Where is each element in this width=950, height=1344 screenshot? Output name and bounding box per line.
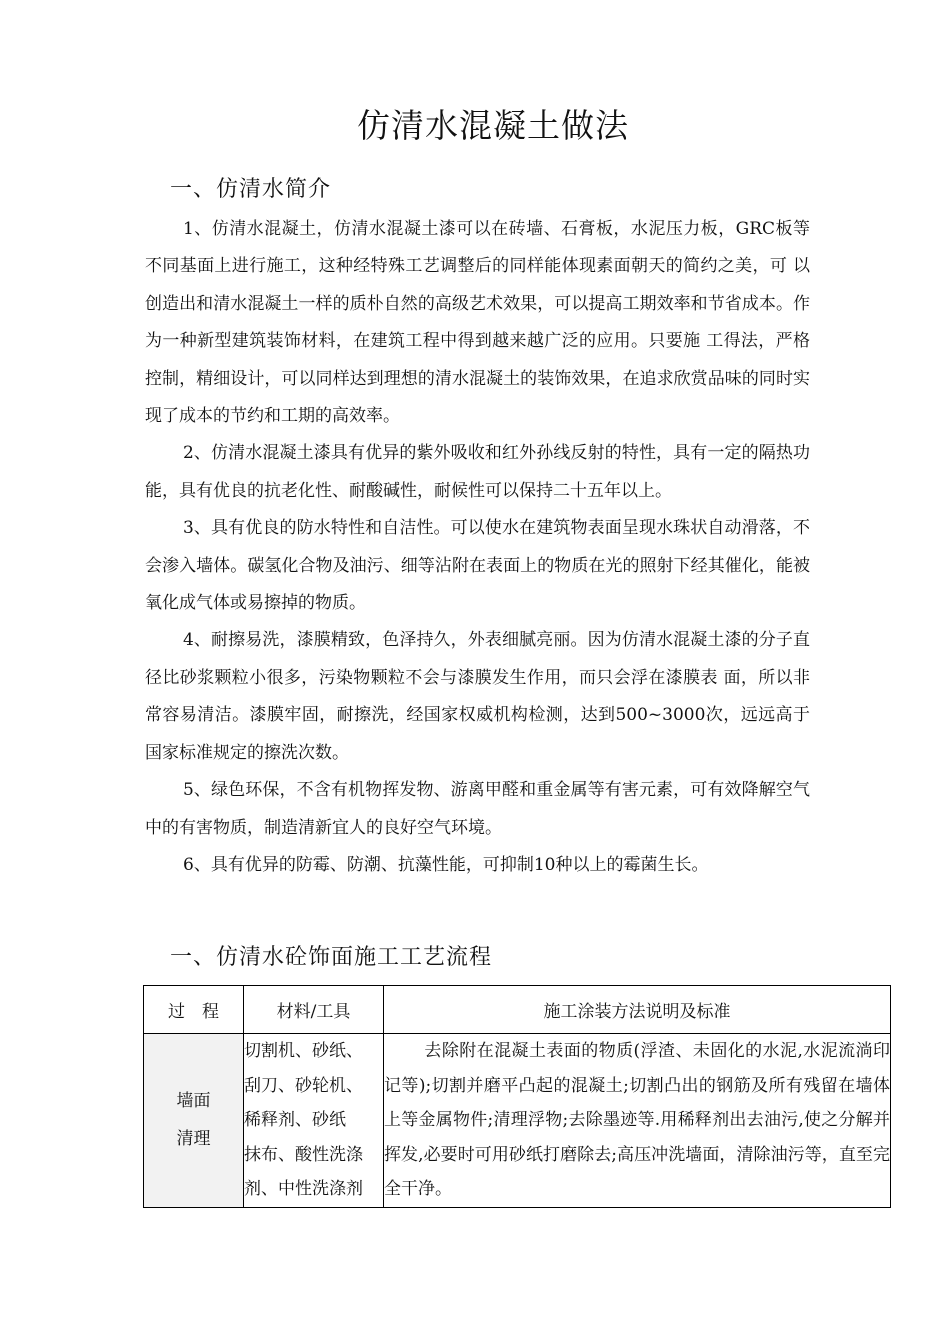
header-tools: 材料/工具: [244, 986, 384, 1034]
table-row: [144, 1034, 891, 1208]
tools-line: 剂、中性洗涤剂: [244, 1179, 363, 1199]
step-label-line2: 清理: [176, 1129, 211, 1150]
tools-line: 抹布、酸性洗涤: [244, 1144, 363, 1165]
intro-paragraph-3: 3、具有优良的防水特性和自洁性。可以使水在建筑物表面呈现水珠状自动滑落，不会渗入墙体。碳氢化合物及油污、细等沾附在表面上的物质在光的照射下经其催化，能被氧化成气体或易擦掉的物质。: [145, 518, 810, 614]
tools-line: 稀释剂、砂纸: [244, 1110, 346, 1130]
tools-line: 刮刀、砂轮机、: [244, 1075, 363, 1096]
step-cell: [144, 1034, 244, 1208]
intro-paragraph-5: 5、绿色环保，不含有机物挥发物、游离甲醛和重金属等有害元素，可有效降解空气中的有害物质，制造清新宜人的良好空气环境。: [145, 780, 810, 838]
header-step: 过 程: [144, 986, 244, 1034]
header-method: 施工涂装方法说明及标准: [384, 986, 891, 1034]
method-text: 去除附在混凝土表面的物质(浮渣、未固化的水泥,水泥流淌印记等);切割并磨平凸起的混凝土;切割凸出的钢筋及所有残留在墙体上等金属物件;清理浮物;去除墨迹等.用稀释剂出去油污,使之分解并挥发,必要时可用砂纸打磨除去;高压冲洗墙面，清除油污等，直至完全干净。: [384, 1041, 890, 1199]
intro-body: [145, 211, 810, 884]
step-label-line1: 墙面: [176, 1091, 211, 1112]
intro-paragraph-2: 2、仿清水混凝土漆具有优异的紫外吸收和红外孙线反射的特性，具有一定的隔热功能，具有优良的抗老化性、耐酸碱性，耐候性可以保持二十五年以上。: [145, 443, 810, 501]
process-table: [143, 985, 891, 1208]
table-header-row: [144, 986, 891, 1034]
method-cell: [384, 1034, 891, 1208]
section-heading-process: 一、仿清水砼饰面施工工艺流程: [170, 945, 493, 970]
tools-cell: [244, 1034, 384, 1208]
document-title: 仿清水混凝土做法: [357, 106, 629, 145]
intro-paragraph-4: 4、耐擦易洗，漆膜精致，色泽持久，外表细腻亮丽。因为仿清水混凝土漆的分子直径比砂浆颗粒小很多，污染物颗粒不会与漆膜发生作用，而只会浮在漆膜表 面，所以非常容易清洁。漆膜牢固，耐擦洗，经国家权威机构检测，达到500~3000次，远远高于国家标准规定的擦洗次数。: [145, 630, 810, 763]
intro-paragraph-1: 1、仿清水混凝土，仿清水混凝土漆可以在砖墙、石膏板，水泥压力板，GRC板等不同基面上进行施工，这种经特殊工艺调整后的同样能体现素面朝天的简约之美，可 以创造出和清水混凝土一样的质朴自然的高级艺术效果，可以提高工期效率和节省成本。作为一种新型建筑装饰材料，在建筑工程中得到越来越广泛的应用。只要施 工得法，严格控制，精细设计，可以同样达到理想的清水混凝土的装饰效果，在追求欣赏品味的同时实现了成本的节约和工期的高效率。: [145, 219, 810, 427]
tools-line: 切割机、砂纸、: [244, 1041, 363, 1061]
section-heading-intro: 一、仿清水简介: [170, 177, 332, 202]
intro-paragraph-6: 6、具有优异的防霉、防潮、抗藻性能，可抑制10种以上的霉菌生长。: [183, 854, 709, 875]
